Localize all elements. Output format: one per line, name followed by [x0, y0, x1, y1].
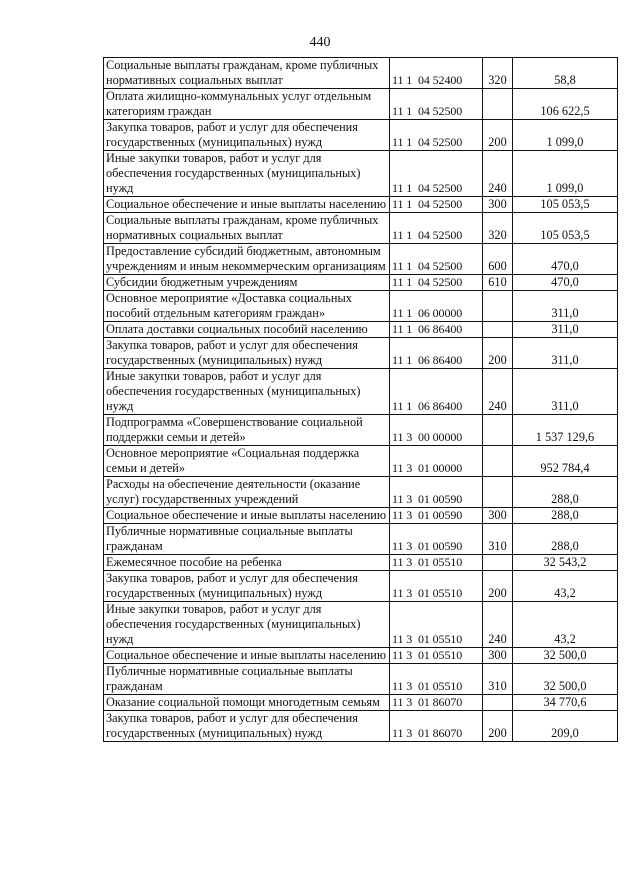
amount-cell: 32 500,0 — [513, 664, 618, 695]
expense-type-cell: 300 — [483, 197, 513, 213]
expense-type-cell: 310 — [483, 524, 513, 555]
item-name-cell: Иные закупки товаров, работ и услуг для обеспечения государственных (муниципальных) нужд — [104, 602, 390, 648]
amount-cell: 470,0 — [513, 275, 618, 291]
item-code-cell: 11 1 04 52500 — [390, 275, 483, 291]
item-code-cell: 11 1 06 86400 — [390, 369, 483, 415]
amount-cell: 105 053,5 — [513, 197, 618, 213]
expense-type-cell — [483, 322, 513, 338]
item-code-cell: 11 3 01 00590 — [390, 477, 483, 508]
item-code-cell: 11 3 00 00000 — [390, 415, 483, 446]
item-name-cell: Основное мероприятие «Доставка социальных пособий отдельным категориям граждан» — [104, 291, 390, 322]
table-row — [104, 555, 618, 571]
item-name-cell: Субсидии бюджетным учреждениям — [104, 275, 390, 291]
item-code-cell: 11 3 01 86070 — [390, 695, 483, 711]
amount-cell: 1 537 129,6 — [513, 415, 618, 446]
amount-cell: 311,0 — [513, 338, 618, 369]
expense-type-cell: 200 — [483, 338, 513, 369]
amount-cell: 34 770,6 — [513, 695, 618, 711]
table-row — [104, 508, 618, 524]
table-row — [104, 244, 618, 275]
amount-cell: 106 622,5 — [513, 89, 618, 120]
amount-cell: 288,0 — [513, 477, 618, 508]
amount-cell: 311,0 — [513, 369, 618, 415]
item-name-cell: Основное мероприятие «Социальная поддержка семьи и детей» — [104, 446, 390, 477]
item-name-cell: Закупка товаров, работ и услуг для обеспечения государственных (муниципальных) нужд — [104, 571, 390, 602]
expense-type-cell — [483, 415, 513, 446]
amount-cell: 1 099,0 — [513, 120, 618, 151]
table-row — [104, 711, 618, 742]
table-row — [104, 89, 618, 120]
item-code-cell: 11 1 04 52500 — [390, 197, 483, 213]
item-name-cell: Иные закупки товаров, работ и услуг для обеспечения государственных (муниципальных) нужд — [104, 369, 390, 415]
item-name-cell: Социальное обеспечение и иные выплаты населению — [104, 648, 390, 664]
amount-cell: 1 099,0 — [513, 151, 618, 197]
table-row — [104, 151, 618, 197]
amount-cell: 288,0 — [513, 508, 618, 524]
amount-cell: 43,2 — [513, 602, 618, 648]
amount-cell: 43,2 — [513, 571, 618, 602]
item-code-cell: 11 3 01 05510 — [390, 555, 483, 571]
item-code-cell: 11 1 06 00000 — [390, 291, 483, 322]
expense-type-cell: 200 — [483, 571, 513, 602]
table-row — [104, 415, 618, 446]
table-row — [104, 58, 618, 89]
expense-type-cell — [483, 291, 513, 322]
expense-type-cell: 240 — [483, 369, 513, 415]
table-row — [104, 291, 618, 322]
item-name-cell: Публичные нормативные социальные выплаты гражданам — [104, 524, 390, 555]
item-name-cell: Социальное обеспечение и иные выплаты населению — [104, 197, 390, 213]
table-row — [104, 120, 618, 151]
amount-cell: 32 500,0 — [513, 648, 618, 664]
table-row — [104, 695, 618, 711]
item-code-cell: 11 3 01 05510 — [390, 602, 483, 648]
item-code-cell: 11 3 01 00000 — [390, 446, 483, 477]
expense-type-cell — [483, 89, 513, 120]
item-code-cell: 11 1 04 52500 — [390, 89, 483, 120]
expense-type-cell — [483, 555, 513, 571]
amount-cell: 952 784,4 — [513, 446, 618, 477]
item-name-cell: Иные закупки товаров, работ и услуг для обеспечения государственных (муниципальных) нужд — [104, 151, 390, 197]
expense-type-cell: 310 — [483, 664, 513, 695]
table-row — [104, 477, 618, 508]
item-name-cell: Закупка товаров, работ и услуг для обеспечения государственных (муниципальных) нужд — [104, 338, 390, 369]
item-code-cell: 11 1 06 86400 — [390, 338, 483, 369]
amount-cell: 311,0 — [513, 291, 618, 322]
item-name-cell: Предоставление субсидий бюджетным, автономным учреждениям и иным некоммерческим организациям — [104, 244, 390, 275]
item-code-cell: 11 3 01 00590 — [390, 524, 483, 555]
expense-type-cell: 240 — [483, 151, 513, 197]
item-code-cell: 11 1 04 52400 — [390, 58, 483, 89]
expense-type-cell: 300 — [483, 508, 513, 524]
item-name-cell: Закупка товаров, работ и услуг для обеспечения государственных (муниципальных) нужд — [104, 711, 390, 742]
item-name-cell: Социальные выплаты гражданам, кроме публичных нормативных социальных выплат — [104, 58, 390, 89]
expense-type-cell: 600 — [483, 244, 513, 275]
page-number: 440 — [309, 35, 331, 50]
table-row — [104, 524, 618, 555]
table-row — [104, 571, 618, 602]
table-row — [104, 322, 618, 338]
item-code-cell: 11 1 04 52500 — [390, 151, 483, 197]
expense-type-cell: 320 — [483, 58, 513, 89]
item-code-cell: 11 3 01 00590 — [390, 508, 483, 524]
amount-cell: 311,0 — [513, 322, 618, 338]
expense-type-cell — [483, 695, 513, 711]
amount-cell: 58,8 — [513, 58, 618, 89]
item-name-cell: Социальное обеспечение и иные выплаты населению — [104, 508, 390, 524]
expense-type-cell: 320 — [483, 213, 513, 244]
table-row — [104, 602, 618, 648]
item-code-cell: 11 3 01 05510 — [390, 571, 483, 602]
amount-cell: 105 053,5 — [513, 213, 618, 244]
amount-cell: 288,0 — [513, 524, 618, 555]
table-row — [104, 213, 618, 244]
item-code-cell: 11 1 04 52500 — [390, 213, 483, 244]
item-name-cell: Закупка товаров, работ и услуг для обеспечения государственных (муниципальных) нужд — [104, 120, 390, 151]
expense-type-cell: 240 — [483, 602, 513, 648]
table-row — [104, 664, 618, 695]
expense-type-cell — [483, 446, 513, 477]
item-name-cell: Оказание социальной помощи многодетным семьям — [104, 695, 390, 711]
item-name-cell: Оплата доставки социальных пособий населению — [104, 322, 390, 338]
table-row — [104, 338, 618, 369]
table-row — [104, 275, 618, 291]
table-row — [104, 648, 618, 664]
item-name-cell: Подпрограмма «Совершенствование социальной поддержки семьи и детей» — [104, 415, 390, 446]
expense-type-cell: 200 — [483, 711, 513, 742]
item-code-cell: 11 1 04 52500 — [390, 120, 483, 151]
amount-cell: 209,0 — [513, 711, 618, 742]
item-name-cell: Ежемесячное пособие на ребенка — [104, 555, 390, 571]
expense-type-cell: 200 — [483, 120, 513, 151]
amount-cell: 32 543,2 — [513, 555, 618, 571]
expense-type-cell: 300 — [483, 648, 513, 664]
item-name-cell: Расходы на обеспечение деятельности (оказание услуг) государственных учреждений — [104, 477, 390, 508]
amount-cell: 470,0 — [513, 244, 618, 275]
item-name-cell: Публичные нормативные социальные выплаты гражданам — [104, 664, 390, 695]
table-row — [104, 369, 618, 415]
item-name-cell: Оплата жилищно-коммунальных услуг отдельным категориям граждан — [104, 89, 390, 120]
item-code-cell: 11 1 04 52500 — [390, 244, 483, 275]
table-row — [104, 446, 618, 477]
table-row — [104, 197, 618, 213]
item-code-cell: 11 3 01 05510 — [390, 664, 483, 695]
item-code-cell: 11 3 01 86070 — [390, 711, 483, 742]
expense-type-cell — [483, 477, 513, 508]
expense-type-cell: 610 — [483, 275, 513, 291]
item-name-cell: Социальные выплаты гражданам, кроме публичных нормативных социальных выплат — [104, 213, 390, 244]
item-code-cell: 11 1 06 86400 — [390, 322, 483, 338]
budget-table — [103, 57, 618, 742]
item-code-cell: 11 3 01 05510 — [390, 648, 483, 664]
